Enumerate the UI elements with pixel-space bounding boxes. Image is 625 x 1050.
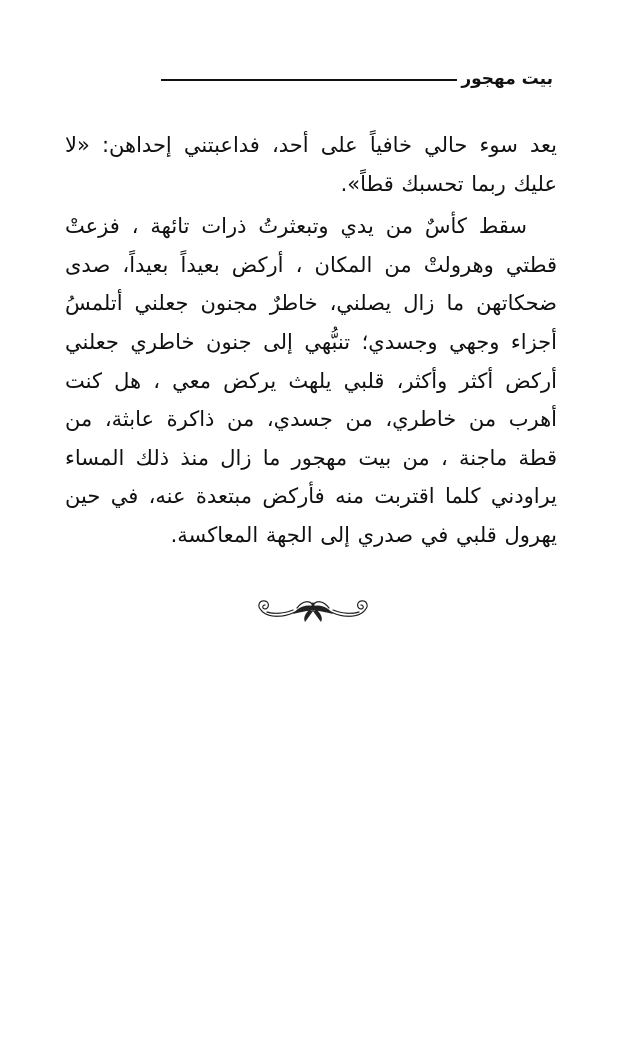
floral-divider-icon: [0, 590, 625, 630]
chapter-title: بيت مهجور: [461, 69, 553, 89]
paragraph: يعد سوء حالي خافياً على أحد، فداعبتني إحداهن: «لا عليك ربما تحسبك قطاً».: [65, 133, 557, 196]
chapter-header: [73, 62, 553, 96]
paragraph: سقط كأسٌ من يدي وتبعثرتُ ذرات تائهة ، فزعتْ قطتي وهرولتْ من المكان ، أركض بعيداً بعيداً، صدى ضحكاتهن ما زال يصلني، خاطرٌ مجنون جعلني أتلمسُ أجزاء وجهي وجسدي؛ تنبُّهي إلى جنون خاطري جعلني أركض أكثر وأكثر، قلبي يلهث يركض معي ، هل كنت أهرب من خاطري، من جسدي، من ذاكرة عابثة، من قطة ماجنة ، من بيت مهجور ما زال منذ ذلك المساء يراودني كلما اقتربت منه فأركض مبتعدة عنه، في حين يهرول قلبي في صدري إلى الجهة المعاكسة.: [65, 214, 557, 547]
header-rule: [161, 79, 457, 81]
floral-divider-icon-graphic: [253, 592, 373, 628]
body-text: [65, 126, 557, 555]
